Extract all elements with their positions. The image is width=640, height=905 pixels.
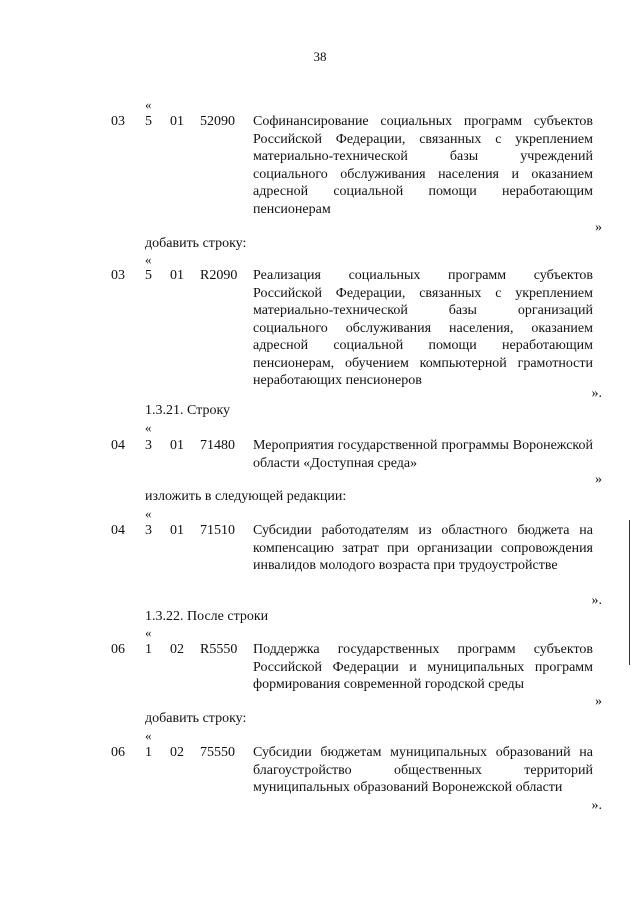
instruction-text: добавить строку: bbox=[145, 711, 247, 726]
code-subprogram: 01 bbox=[170, 523, 184, 538]
code-program: 3 bbox=[145, 523, 152, 538]
code-section: 06 bbox=[111, 642, 125, 657]
open-quote: « bbox=[145, 728, 152, 743]
code-direction: R2090 bbox=[200, 268, 238, 283]
open-quote: « bbox=[145, 252, 152, 267]
open-quote: « bbox=[145, 97, 152, 112]
instruction-text: изложить в следующей редакции: bbox=[145, 489, 347, 504]
close-quote: » bbox=[595, 220, 602, 235]
code-direction: 71510 bbox=[200, 523, 235, 538]
scan-edge-line bbox=[629, 520, 630, 665]
row-description: Субсидии работодателям из областного бюджета на компенсацию затрат при организации сопровождения инвалидов молодого возраста при трудоустройстве bbox=[253, 523, 593, 573]
code-program: 3 bbox=[145, 438, 152, 453]
code-section: 04 bbox=[111, 438, 125, 453]
close-quote: ». bbox=[591, 798, 602, 813]
code-subprogram: 01 bbox=[170, 114, 184, 129]
close-quote: ». bbox=[591, 386, 602, 401]
code-program: 5 bbox=[145, 268, 152, 283]
open-quote: « bbox=[145, 625, 152, 640]
open-quote: « bbox=[145, 420, 152, 435]
row-description: Мероприятия государственной программы Воронежской области «Доступная среда» bbox=[253, 438, 593, 471]
close-quote: » bbox=[595, 694, 602, 709]
code-program: 1 bbox=[145, 745, 152, 760]
code-section: 03 bbox=[111, 268, 125, 283]
code-section: 06 bbox=[111, 745, 125, 760]
code-direction: 71480 bbox=[200, 438, 235, 453]
row-description: Реализация социальных программ субъектов Российской Федерации, связанных с укреплением материально-технической базы организаций социального обслуживания населения, оказанием адресной социальной помощи неработающим пенсионерам, обучением компьютерной грамотности неработающих пенсионеров bbox=[253, 268, 593, 388]
code-direction: R5550 bbox=[200, 642, 238, 657]
code-subprogram: 01 bbox=[170, 438, 184, 453]
code-subprogram: 02 bbox=[170, 642, 184, 657]
open-quote: « bbox=[145, 506, 152, 521]
section-heading: 1.3.22. После строки bbox=[145, 609, 269, 624]
page-number: 38 bbox=[313, 49, 327, 64]
instruction-text: добавить строку: bbox=[145, 236, 247, 251]
code-section: 03 bbox=[111, 114, 125, 129]
row-description: Субсидии бюджетам муниципальных образований на благоустройство общественных территорий муниципальных образований Воронежской области bbox=[253, 745, 593, 795]
section-heading: 1.3.21. Строку bbox=[145, 403, 231, 418]
close-quote: ». bbox=[591, 593, 602, 608]
code-direction: 75550 bbox=[200, 745, 235, 760]
close-quote: » bbox=[595, 472, 602, 487]
code-subprogram: 02 bbox=[170, 745, 184, 760]
code-direction: 52090 bbox=[200, 114, 235, 129]
code-section: 04 bbox=[111, 523, 125, 538]
row-description: Софинансирование социальных программ субъектов Российской Федерации, связанных с укреплением материально-технической базы учреждений социального обслуживания населения и оказанием адресной социальной помощи неработающим пенсионерам bbox=[253, 114, 593, 217]
code-subprogram: 01 bbox=[170, 268, 184, 283]
code-program: 5 bbox=[145, 114, 152, 129]
row-description: Поддержка государственных программ субъектов Российской Федерации и муниципальных программ формирования современной городской среды bbox=[253, 642, 593, 692]
code-program: 1 bbox=[145, 642, 152, 657]
